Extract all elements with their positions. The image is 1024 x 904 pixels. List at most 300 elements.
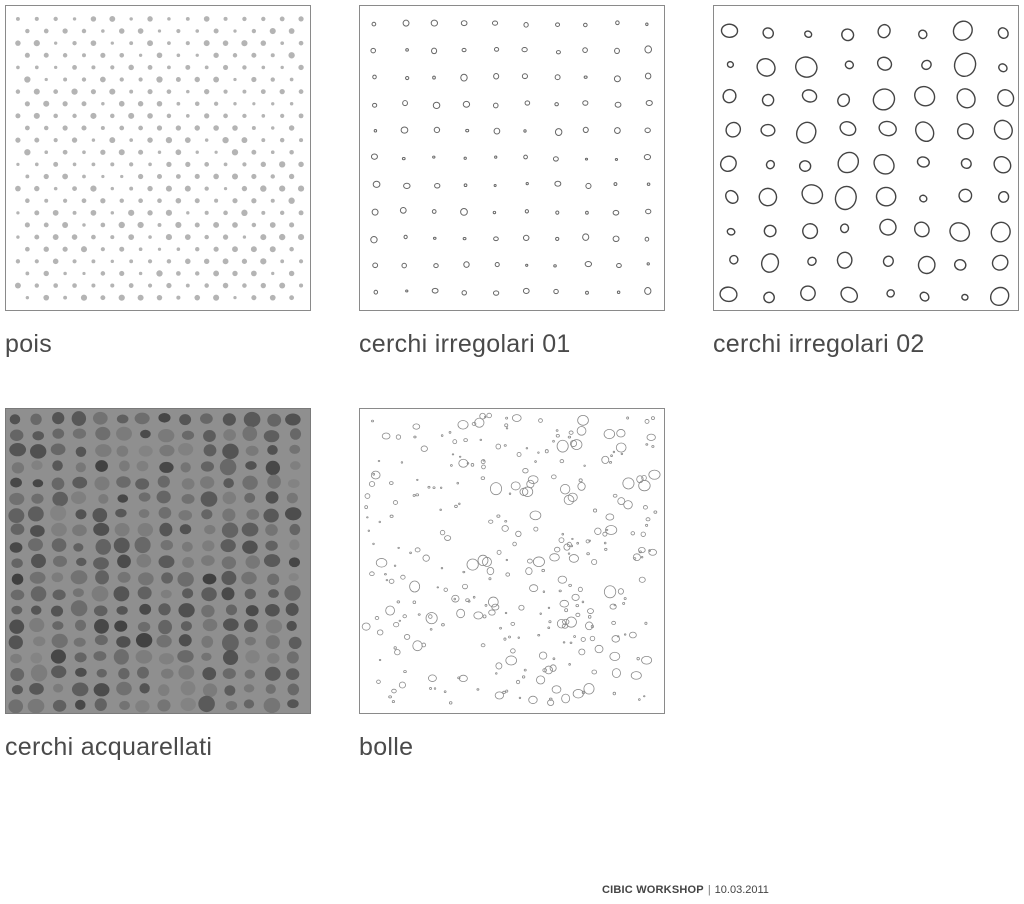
ring xyxy=(522,74,527,79)
blotch xyxy=(32,431,44,440)
ring xyxy=(556,211,559,214)
blotch xyxy=(119,460,130,471)
bubble xyxy=(506,690,508,692)
dot xyxy=(147,137,152,142)
blotch xyxy=(242,541,258,554)
blotch xyxy=(198,696,215,712)
dot xyxy=(128,210,134,216)
blotch xyxy=(94,683,110,696)
dot xyxy=(167,65,171,69)
bubble xyxy=(623,602,625,604)
dot xyxy=(15,138,20,143)
blotch xyxy=(115,509,126,518)
blotch xyxy=(246,446,259,456)
blotch xyxy=(74,638,86,647)
bubble xyxy=(623,478,634,489)
dot xyxy=(204,259,209,264)
ring xyxy=(462,291,466,295)
ring xyxy=(615,102,621,107)
dot xyxy=(25,175,29,179)
blotch xyxy=(139,509,150,518)
ring xyxy=(882,254,895,267)
ring xyxy=(918,290,930,302)
dot xyxy=(119,149,125,155)
ring xyxy=(586,183,591,188)
dot xyxy=(25,247,30,252)
dot xyxy=(223,234,228,239)
dot xyxy=(280,89,285,94)
bubble xyxy=(641,556,643,558)
ring xyxy=(555,129,561,136)
blotch xyxy=(28,538,43,551)
bubble xyxy=(562,533,564,535)
blotch xyxy=(136,633,152,647)
bubble xyxy=(464,439,468,442)
dot xyxy=(15,40,20,45)
blotch xyxy=(30,525,45,537)
dot xyxy=(279,186,285,192)
ring xyxy=(727,228,736,236)
blotch xyxy=(159,555,175,568)
dot xyxy=(215,151,218,154)
ring xyxy=(645,73,650,79)
dot xyxy=(62,222,68,228)
dot xyxy=(110,114,115,119)
blotch xyxy=(72,525,87,537)
dot xyxy=(176,102,180,106)
bubble xyxy=(434,688,436,690)
dot xyxy=(270,246,276,252)
ring xyxy=(555,181,561,186)
dot xyxy=(241,210,247,216)
ring xyxy=(729,255,739,265)
dot xyxy=(91,65,95,69)
footer-date: 10.03.2011 xyxy=(714,884,769,896)
dot xyxy=(214,102,218,106)
dot xyxy=(195,222,200,227)
dot xyxy=(280,17,285,22)
ring xyxy=(838,119,858,137)
blotch xyxy=(51,666,66,679)
dot xyxy=(44,223,49,228)
bubble xyxy=(454,598,456,600)
ring xyxy=(647,263,649,265)
ring xyxy=(950,17,977,44)
bubble xyxy=(487,567,494,574)
bubble xyxy=(639,577,645,582)
ring xyxy=(912,219,932,239)
blotch xyxy=(116,606,127,615)
ring xyxy=(526,264,528,266)
blotch xyxy=(244,684,254,692)
dot xyxy=(147,210,152,215)
dot xyxy=(72,114,76,118)
blotch xyxy=(203,430,216,442)
dot xyxy=(195,77,200,82)
blotch xyxy=(50,505,66,521)
bubble xyxy=(540,613,542,615)
bubble xyxy=(452,454,454,455)
ring xyxy=(374,290,378,294)
ring xyxy=(493,211,495,213)
blotch xyxy=(76,447,87,457)
bubble xyxy=(548,607,550,608)
blotch xyxy=(246,555,260,568)
blotch xyxy=(226,701,237,710)
bubble xyxy=(530,511,541,520)
footer-brand: CIBIC WORKSHOP xyxy=(602,884,704,896)
dot xyxy=(147,40,153,46)
blotch xyxy=(135,413,150,425)
ring xyxy=(524,23,528,28)
bubble xyxy=(647,434,655,440)
bubble xyxy=(389,482,393,485)
ring xyxy=(373,103,377,107)
dot xyxy=(158,151,161,154)
dot xyxy=(299,41,304,46)
dot xyxy=(100,150,105,155)
dot xyxy=(25,29,29,33)
dot xyxy=(214,29,219,34)
dot xyxy=(232,149,238,155)
bubble xyxy=(394,622,399,626)
ring xyxy=(919,194,928,203)
blotch xyxy=(161,572,173,583)
bubble xyxy=(649,470,660,479)
bubble xyxy=(504,445,506,447)
bubble xyxy=(645,622,647,624)
ring xyxy=(837,251,853,268)
bubble xyxy=(641,532,645,537)
ring xyxy=(878,217,898,237)
ring xyxy=(402,158,405,160)
bubble xyxy=(392,701,394,703)
dot xyxy=(261,66,265,70)
dot xyxy=(271,150,275,154)
dot xyxy=(82,223,85,226)
ring xyxy=(947,219,973,245)
bubble xyxy=(524,669,526,671)
dot xyxy=(167,89,172,94)
dot xyxy=(43,101,49,107)
ring xyxy=(726,61,734,69)
ring xyxy=(583,234,589,240)
dot xyxy=(205,138,208,141)
bubble xyxy=(474,612,483,619)
dot xyxy=(271,174,275,178)
dot xyxy=(299,210,304,215)
dot xyxy=(111,260,114,263)
bubble xyxy=(552,475,557,479)
blotch xyxy=(10,430,23,441)
dot xyxy=(176,125,181,130)
bubble xyxy=(441,567,443,569)
bubble xyxy=(624,597,626,599)
bubble xyxy=(373,543,375,545)
bubble xyxy=(394,565,396,567)
bubble xyxy=(440,487,442,489)
dot xyxy=(148,65,153,70)
dot xyxy=(252,126,256,130)
dot xyxy=(289,271,294,276)
bubble xyxy=(458,420,468,429)
blotch xyxy=(179,414,191,425)
ring xyxy=(432,48,437,54)
dot xyxy=(233,102,236,105)
blotch xyxy=(12,462,24,473)
bubble xyxy=(506,559,508,560)
ring xyxy=(798,284,817,303)
dot xyxy=(280,41,284,45)
blotch xyxy=(222,634,239,651)
blotch xyxy=(52,572,64,582)
dot xyxy=(138,295,144,301)
ring xyxy=(404,183,410,188)
blotch xyxy=(289,539,299,550)
ring xyxy=(869,85,899,114)
bubble xyxy=(584,683,594,694)
ring xyxy=(373,263,378,268)
blotch xyxy=(289,637,302,649)
blotch xyxy=(10,654,22,664)
dot xyxy=(63,125,68,130)
ring xyxy=(958,124,974,139)
dot xyxy=(138,28,144,34)
dot xyxy=(16,66,20,70)
dot xyxy=(290,78,294,82)
ring xyxy=(433,237,436,239)
dot xyxy=(195,247,199,251)
dot xyxy=(233,296,236,299)
dot xyxy=(195,271,199,275)
ring xyxy=(616,21,620,25)
dot xyxy=(232,173,238,179)
blotch xyxy=(30,572,46,584)
bubble xyxy=(572,594,579,600)
dot xyxy=(100,53,105,58)
cerchi-irregolari-02-pattern xyxy=(714,6,1018,310)
bubble xyxy=(449,702,452,704)
dot xyxy=(185,162,190,167)
dot xyxy=(204,89,209,94)
dot xyxy=(138,174,143,179)
bubble xyxy=(495,673,497,675)
blotch xyxy=(177,650,193,663)
dot xyxy=(298,65,303,70)
blotch xyxy=(177,572,193,587)
dot xyxy=(90,186,96,192)
bubble xyxy=(536,676,544,684)
bubble xyxy=(428,486,430,488)
ring xyxy=(583,48,588,53)
dot xyxy=(186,284,190,288)
blotch xyxy=(201,461,214,471)
blotch xyxy=(52,538,67,552)
blotch xyxy=(52,477,65,490)
bubble xyxy=(457,609,465,618)
blotch xyxy=(263,509,278,523)
ring xyxy=(801,88,818,104)
ring xyxy=(494,48,498,52)
dot xyxy=(100,77,106,83)
bubble xyxy=(495,692,503,699)
bubble xyxy=(440,530,445,535)
dot xyxy=(204,283,209,288)
dot xyxy=(120,77,124,81)
dot xyxy=(119,126,124,131)
bubble xyxy=(654,511,657,513)
bubble xyxy=(393,501,397,505)
dot xyxy=(223,114,228,119)
dot xyxy=(34,235,39,240)
dot xyxy=(53,234,59,240)
bubble xyxy=(558,576,567,583)
blotch xyxy=(51,444,66,456)
bubble xyxy=(548,627,550,629)
dot xyxy=(73,211,77,215)
bubble xyxy=(489,578,491,580)
blotch xyxy=(72,477,87,489)
dot xyxy=(270,222,276,228)
dot xyxy=(251,77,256,82)
blotch xyxy=(159,653,174,664)
dot xyxy=(251,174,256,179)
blotch xyxy=(157,491,171,504)
dot xyxy=(214,247,219,252)
blotch xyxy=(181,698,196,711)
blotch xyxy=(181,462,191,472)
blotch xyxy=(138,523,153,537)
dot xyxy=(148,283,152,287)
blotch xyxy=(267,574,279,585)
dot xyxy=(195,125,200,130)
dot xyxy=(243,235,246,238)
dot xyxy=(204,16,210,22)
dot xyxy=(62,174,68,180)
blotch xyxy=(52,428,64,438)
dot xyxy=(91,40,97,46)
blotch xyxy=(114,586,130,601)
bubble xyxy=(539,419,543,423)
blotch xyxy=(51,606,63,617)
blotch xyxy=(203,683,217,697)
dot xyxy=(72,137,77,142)
dot xyxy=(35,17,39,21)
blotch xyxy=(95,444,111,457)
ring xyxy=(373,75,376,79)
dot xyxy=(62,28,67,33)
bubble xyxy=(413,641,422,651)
ring xyxy=(613,210,619,215)
ring xyxy=(463,101,469,107)
blotch xyxy=(75,652,87,662)
dot xyxy=(252,223,257,228)
bubble xyxy=(568,553,570,555)
dot xyxy=(241,40,247,46)
ring xyxy=(525,210,528,213)
bubble xyxy=(376,558,387,567)
blotch xyxy=(203,619,218,631)
bubble xyxy=(386,580,388,581)
ring xyxy=(723,120,743,140)
blotch xyxy=(11,606,22,615)
blotch xyxy=(182,557,194,568)
blotch xyxy=(241,572,256,585)
blotch xyxy=(31,554,46,568)
blotch xyxy=(72,683,88,697)
ring xyxy=(760,92,776,108)
bubble xyxy=(404,634,409,639)
dot xyxy=(45,78,48,81)
bubble xyxy=(579,479,582,482)
ring xyxy=(403,20,409,26)
blotch xyxy=(266,619,282,633)
dot xyxy=(26,296,29,299)
bubble xyxy=(543,591,545,593)
dot xyxy=(138,198,143,203)
dot xyxy=(63,247,68,252)
bubble xyxy=(559,538,564,543)
dot xyxy=(138,126,143,131)
dot xyxy=(82,29,86,33)
ring xyxy=(371,236,377,242)
blotch xyxy=(267,475,281,489)
bubble xyxy=(384,573,386,574)
dot xyxy=(120,175,123,178)
blotch xyxy=(264,698,281,713)
dot xyxy=(223,258,229,264)
blotch xyxy=(285,413,301,425)
bubble xyxy=(574,635,576,637)
blotch xyxy=(159,462,173,473)
blotch xyxy=(245,650,259,663)
dot xyxy=(63,296,67,300)
bubble xyxy=(612,669,620,678)
bubble xyxy=(462,584,467,589)
ring xyxy=(953,258,967,271)
bubble xyxy=(506,573,510,576)
blotch xyxy=(267,414,281,427)
dot xyxy=(223,211,228,216)
bubble xyxy=(395,649,401,654)
bubble xyxy=(530,585,538,592)
bubble xyxy=(618,589,623,595)
bubble xyxy=(459,456,461,457)
dot xyxy=(147,16,152,21)
dot xyxy=(25,272,29,276)
dot xyxy=(100,198,105,203)
ring xyxy=(556,23,560,27)
dot xyxy=(251,271,257,277)
dot xyxy=(289,174,294,179)
dot xyxy=(72,186,77,191)
dot xyxy=(298,162,303,167)
blotch xyxy=(75,668,87,677)
dot xyxy=(53,259,59,265)
dot xyxy=(90,113,96,119)
dot xyxy=(129,138,133,142)
blotch xyxy=(116,476,131,488)
bubble xyxy=(459,459,468,467)
blotch xyxy=(265,604,280,617)
bubble xyxy=(415,548,420,552)
bubble xyxy=(512,415,521,422)
blotch xyxy=(11,558,22,568)
ring xyxy=(524,155,528,159)
bubble xyxy=(503,691,506,693)
bubble xyxy=(445,536,451,541)
blotch xyxy=(220,459,237,475)
